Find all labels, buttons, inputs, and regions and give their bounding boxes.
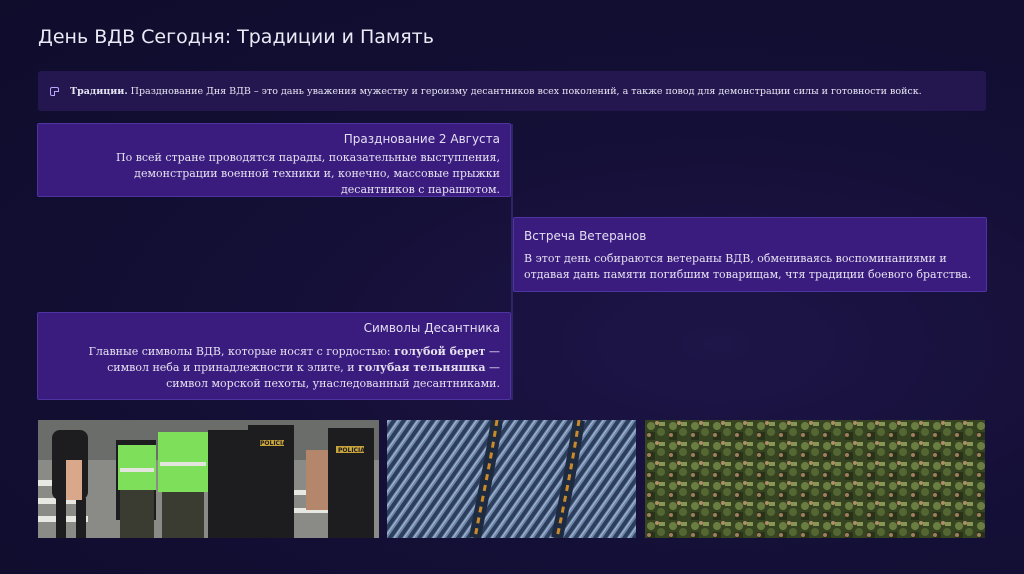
police-label-2: POLICIA xyxy=(338,447,365,454)
card-text: В этот день собираются ветераны ВДВ, обмениваясь воспоминаниями и отдавая дань памяти погибшим товарищам, чтя традиции боевого братства. xyxy=(524,252,972,281)
traditions-note xyxy=(38,71,986,111)
police-parade-photo xyxy=(38,420,379,538)
note-label: Традиции. xyxy=(70,85,128,97)
card-title: Празднование 2 Августа xyxy=(343,132,500,146)
page-title: День ВДВ Сегодня: Традиции и Память xyxy=(38,26,434,48)
card-veterans xyxy=(513,217,987,292)
card-text: Главные символы ВДВ, которые носят с гордостью: голубой берет — символ неба и принадлежности к элите, и голубая тельняшка — символ морской пехоты, унаследованный десантниками. xyxy=(88,345,500,390)
soldiers-crowd-photo xyxy=(645,420,985,538)
note-text: Празднование Дня ВДВ – это дань уважения мужеству и героизму десантников всех поколений, а также повод для демонстрации силы и готовности войск. xyxy=(130,85,922,97)
card-symbols xyxy=(37,312,511,400)
card-title: Символы Десантника xyxy=(363,321,500,335)
card-title: Встреча Ветеранов xyxy=(524,229,647,243)
police-label: POLICIA xyxy=(260,440,287,447)
denim-texture-photo xyxy=(387,420,636,538)
card-text: По всей стране проводятся парады, показательные выступления, демонстрации военной техники и, конечно, массовые прыжки десантников с парашютом. xyxy=(115,151,500,196)
card-celebration xyxy=(37,123,511,197)
note-icon xyxy=(50,87,59,96)
